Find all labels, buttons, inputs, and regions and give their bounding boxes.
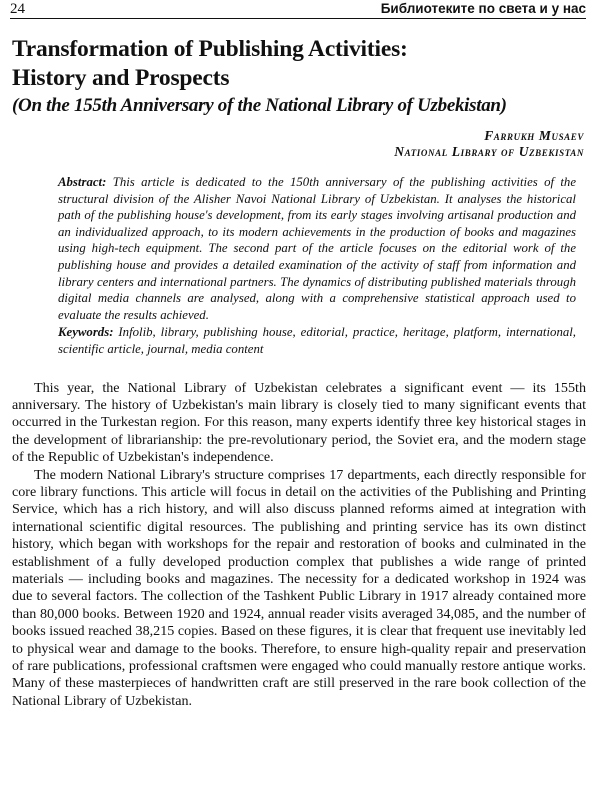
author-affiliation: National Library of Uzbekistan bbox=[394, 144, 584, 159]
keywords bbox=[58, 324, 576, 357]
abstract bbox=[58, 174, 576, 323]
running-head: Библиотеките по света и у нас bbox=[380, 1, 586, 16]
article-title-line-1: Transformation of Publishing Activities: bbox=[12, 36, 408, 62]
body-paragraph-2: The modern National Library's structure comprises 17 departments, each directly responsible for core library functions. This article will focus in detail on the activities of the Publishing and Printing Service, which has a rich history, and will also discuss planned reforms aimed at integration with international scientific digital resources. The publishing and printing service has its own distinct history, which began with workshops for the repair and restoration of books and culminated in the establishment of a fully developed production complex that publishes a wide range of printed materials — including books and magazines. The necessity for a dedicated workshop in 1924 was due to several factors. The collection of the Tashkent Public Library in 1917 already contained more than 80,000 books. Between 1920 and 1924, annual reader visits averaged 34,085, and the number of books issued reached 38,215 copies. Based on these figures, it is clear that frequent use inevitably led to physical wear and damage to the books. Therefore, to ensure high-quality repair and preservation of rare publications, professional craftsmen were engaged who could manually restore antique works. Many of these masterpieces of handwritten craft are still preserved in the rare book collection of the National Library of Uzbekistan. bbox=[12, 466, 586, 709]
article-subtitle: (On the 155th Anniversary of the National Library of Uzbekistan) bbox=[12, 95, 507, 116]
body-paragraph-1: This year, the National Library of Uzbekistan celebrates a significant event — its 155th anniversary. The history of Uzbekistan's main library is closely tied to many significant events that occurred in the Turkestan region. For this reason, many experts identify three key historical stages in the development of librarianship: the pre-revolutionary period, the Soviet era, and the modern stage of the Republic of Uzbekistan's independence. bbox=[12, 379, 586, 466]
page-number: 24 bbox=[10, 1, 25, 17]
article-title bbox=[12, 35, 586, 93]
author-block bbox=[10, 128, 586, 160]
article-body bbox=[12, 380, 586, 711]
keywords-label: Keywords: bbox=[58, 325, 114, 340]
keywords-text: Infolib, library, publishing house, editorial, practice, heritage, platform, international, scientific article, journal, media content bbox=[58, 325, 576, 356]
article-title-line-2: History and Prospects bbox=[12, 65, 230, 91]
author-name: Farrukh Musaev bbox=[484, 128, 584, 143]
abstract-label: Abstract: bbox=[58, 175, 107, 189]
page-header bbox=[10, 1, 586, 19]
abstract-text: This article is dedicated to the 150th anniversary of the publishing activities of the structural division of the Alisher Navoi National Library of Uzbekistan. It analyses the historical path of the publishing house's development, from its early stages involving artisanal production and an individualized approach, to its modern achievements in the production of books and magazines using high-tech equipment. The second part of the article focuses on the editorial work of the publishing house and provides a detailed examination of the activity of staff from information and library centers and international partners. The dynamics of distributing published materials through digital media channels are analysed, along with a comprehensive statistical approach used to evaluate the results achieved. bbox=[58, 175, 576, 322]
